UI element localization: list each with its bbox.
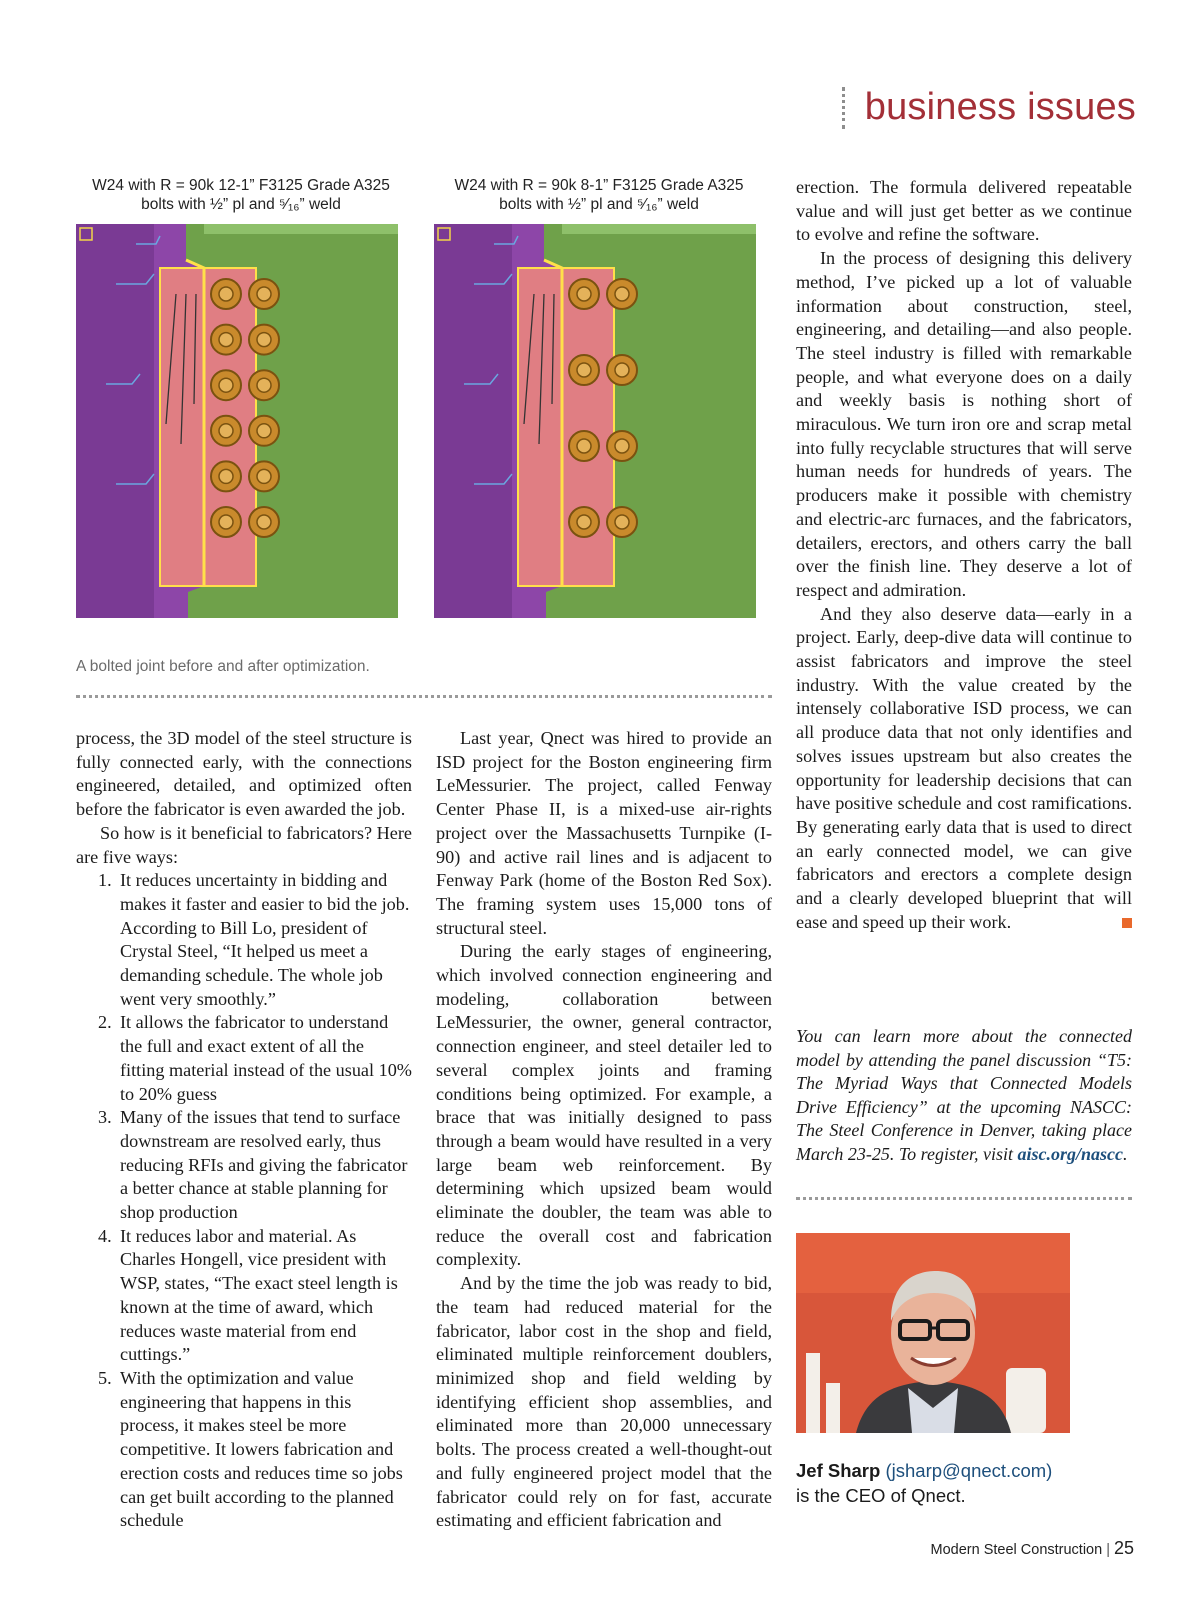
magazine-name: Modern Steel Construction [930,1542,1103,1558]
bolted-joint-after-image [434,224,756,618]
bolt-nut [615,363,629,377]
section-title: business issues [864,86,1136,128]
list-item [98,1225,412,1367]
list-item-text: Many of the issues that tend to surface downstream are resolved early, thus reducing RFIs and giving the fabricator a better chance at stable planning for shop production [120,1107,408,1223]
beam-top-flange [562,224,756,234]
author-photo [796,1233,1070,1433]
list-item-text: It allows the fabricator to understand the full and exact extent of all the fitting material instead of the usual 10% to 20% guess [120,1012,412,1104]
bolt-nut [257,424,271,438]
list-number: 1. [98,870,112,891]
bolt-nut [257,287,271,301]
bolt-nut [577,439,591,453]
register-link[interactable]: aisc.org/nascc [1017,1143,1124,1164]
bolt-nut [219,424,233,438]
author-role: is the CEO of Qnect. [796,1485,966,1506]
paragraph: Last year, Qnect was hired to provide an ISD project for the Boston engineering firm LeMessurier. The project, called Fenway Center Phase II, is a mixed-use air-rights project over the Massachusetts Turnpike (I-90) and active rail lines and is adjacent to Fenway Park (home of the Boston Red Sox). The framing system uses 15,000 tons of structural steel. [436,728,772,938]
figure-before-caption [76,176,406,218]
body-column-1 [76,727,412,1533]
paragraph: process, the 3D model of the steel structure is fully connected early, with the connections engineered, detailed, and optimized often before the fabricator is even awarded the job. [76,728,412,820]
figure-before-caption-line1: W24 with R = 90k 12-1” F3125 Grade A325 [92,177,390,194]
figure-before-caption-line2: bolts with ½” pl and ⁵⁄₁₆” weld [141,196,341,213]
list-number: 3. [98,1107,112,1128]
bolt-nut [257,515,271,529]
footer-separator: | [1106,1542,1110,1558]
author-line [796,1458,1132,1483]
section-header [842,86,1136,129]
figure-after-caption [434,176,764,218]
author-email-link[interactable]: jsharp@qnect.com [891,1460,1047,1481]
paragraph: And by the time the job was ready to bid, the team had reduced material for the fabricator, labor cost in the shop and field, eliminated multiple reinforcement doublers, minimized shop and field welding by identifying efficient shop assemblies, and eliminated more than 20,000 unnecessary bolts. The process created a well-thought-out and fully engineered project model that the fabricator could rely on for fast, accurate estimating and efficient fabrication and [436,1273,772,1531]
list-item-text: It reduces uncertainty in bidding and makes it faster and easier to bid the job. According to Bill Lo, president of Crystal Steel, “It helped us meet a demanding schedule. The whole job went very smoothly.” [120,870,410,1009]
column-web [434,224,512,618]
list-number: 4. [98,1225,112,1246]
figure-dotted-rule [76,695,772,698]
event-promo [796,1025,1132,1166]
bolt-nut [615,515,629,529]
author-bio [796,1458,1132,1508]
figure-after-caption-line1: W24 with R = 90k 8-1” F3125 Grade A325 [454,177,744,194]
bolt-nut [219,333,233,347]
bolt-nut [257,378,271,392]
page-footer [931,1538,1134,1559]
page-number: 25 [1113,1538,1134,1558]
list-item [98,869,412,1011]
figure-after [434,176,764,618]
bolted-joint-before-image [76,224,398,618]
paragraph [796,603,1132,935]
list-item [98,1367,412,1533]
bolt-nut [257,333,271,347]
list-number: 2. [98,1012,112,1033]
figure-caption: A bolted joint before and after optimization. [76,658,370,675]
bolt-nut [219,378,233,392]
benefits-list [76,869,412,1533]
list-item-text: It reduces labor and material. As Charles Hongell, vice president with WSP, states, “The exact steel length is known at the time of award, which reduces waste material from end cuttings.” [120,1225,398,1365]
email-open-paren: ( [880,1460,892,1481]
figure-before [76,176,406,618]
paragraph: So how is it beneficial to fabricators? Here are five ways: [76,822,412,867]
bolt-nut [219,515,233,529]
body-column-2 [436,727,772,1533]
list-item [98,1106,412,1225]
email-close-paren: ) [1046,1460,1053,1481]
figure-after-caption-line2: bolts with ½” pl and ⁵⁄₁₆” weld [499,196,699,213]
paragraph-text: And they also deserve data—early in a project. Early, deep-dive data will continue to assist fabricators and improve the steel industry. With the value created by the intensely collaborative ISD process, we can all produce data that not only identifies and solves issues upstream but also creates the opportunity for leadership decisions that can have positive schedule and cost ramifications. By generating early data that is used to direct an early connected model, we can give fabricators and erectors a complete design and a clearly developed blueprint that will ease and speed up their work. [796,603,1132,932]
paragraph: In the process of designing this delivery method, I’ve picked up a lot of valuable information about construction, steel, engineering, and detailing—and also people. The steel industry is filled with remarkable people, and what everyone does on a daily and weekly basis is nothing short of miraculous. We turn iron ore and scrap metal into fully recyclable structures that will serve human needs for hundreds of years. The producers make it possible with chemistry and electric-arc furnaces, and the fabricators, detailers, erectors, and others carry the ball over the finish line. They deserve a lot of respect and admiration. [796,248,1132,600]
bolt-nut [257,469,271,483]
paragraph: erection. The formula delivered repeatable value and will just get better as we continue to evolve and refine the software. [796,177,1132,245]
list-item [98,1011,412,1106]
body-column-3 [796,176,1132,935]
list-number: 5. [98,1367,112,1388]
bolt-nut [577,287,591,301]
beam-top-flange [204,224,398,234]
bolt-nut [577,515,591,529]
bolt-nut [219,287,233,301]
promo-end: . [1123,1143,1128,1164]
bolt-nut [615,439,629,453]
promo-dotted-rule [796,1197,1132,1200]
bolt-nut [577,363,591,377]
bolt-nut [615,287,629,301]
end-mark-icon [1122,918,1132,928]
column-web [76,224,154,618]
author-name: Jef Sharp [796,1460,881,1481]
bolt-nut [219,469,233,483]
promo-text: You can learn more about the connected model by attending the panel discussion “T5: The Myriad Ways that Connected Models Drive Efficiency” at the upcoming NASCC: The Steel Conference in Denver, taking place March 23-25. To register, visit [796,1026,1132,1164]
list-item-text: With the optimization and value engineering that happens in this process, it makes steel be more competitive. It lowers fabrication and erection costs and reduces time so jobs can get built according to the planned schedule [120,1367,403,1531]
header-dotted-divider [842,87,845,129]
paragraph: During the early stages of engineering, which involved connection engineering and modeling, collaboration between LeMessurier, the owner, general contractor, connection engineer, and steel detailer led to several complex joints and framing conditions being optimized. For example, a brace that was initially designed to pass through a beam would have resulted in a very large beam web reinforcement. By determining which upsized beam would eliminate the doubler, the team was able to reduce the overall cost and fabrication complexity. [436,941,772,1270]
